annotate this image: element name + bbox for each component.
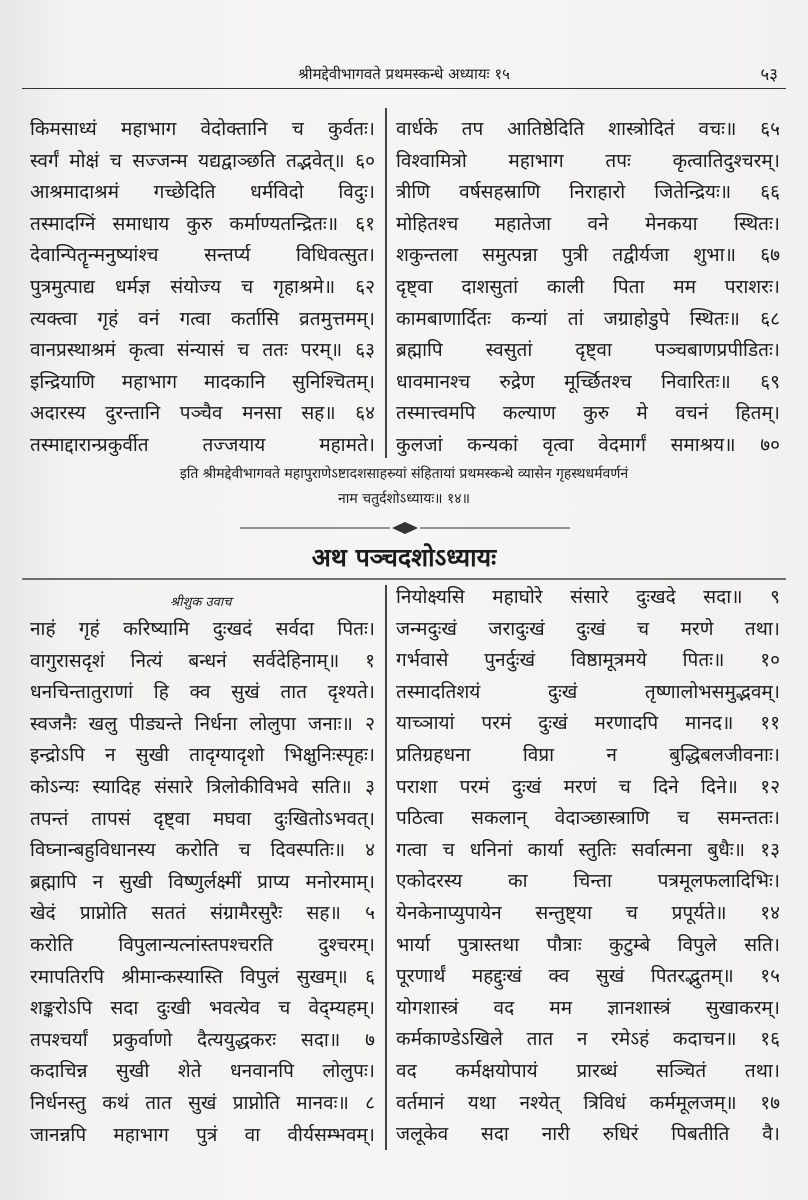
verse-line: वानप्रस्थाश्रमं कृत्वा संन्यासं च ततः परम्॥ ६३ <box>30 339 375 362</box>
verse-column-bottom-right <box>396 582 780 1151</box>
verse-line: मोहितश्च महातेजा वने मेनकया स्थितः। <box>396 212 780 235</box>
running-header <box>22 58 786 89</box>
verse-line: याच्ञायां परमं दुःखं मरणादपि मानद॥ ११ <box>396 712 780 735</box>
verse-line: कामबाणार्दितः कन्यां तां जग्राहोडुपे स्थितः॥ ६८ <box>396 307 780 330</box>
verse-line: त्यक्त्वा गृहं वनं गत्वा कर्तासि व्रतमुत्तमम्। <box>30 307 375 330</box>
verse-line: तस्मात्त्वमपि कल्याण कुरु मे वचनं हितम्। <box>396 402 780 425</box>
verse-column-top-right <box>396 114 780 462</box>
verse-line: तस्माद्दारान्प्रकुर्वीत तज्जयाय महामते। <box>30 433 375 456</box>
verse-line: जानन्नपि महाभाग पुत्रं वा वीर्यसम्भवम्। <box>30 1123 375 1146</box>
verse-line: जन्मदुःखं जरादुःखं दुःखं च मरणे तथा। <box>396 617 780 640</box>
verse-line: अदारस्य दुरन्तानि पञ्चैव मनसा सह॥ ६४ <box>30 402 375 425</box>
ornament-divider <box>240 521 570 535</box>
verse-line: रमापतिरपि श्रीमान्कस्यास्ति विपुलं सुखम्॥ ६ <box>30 965 375 988</box>
verse-line: जलूकेव सदा नारी रुधिरं पिबतीति वै। <box>396 1123 780 1146</box>
verse-line: विघ्नान्बहुविधानस्य करोति च दिवस्पतिः॥ ४ <box>30 839 375 862</box>
verse-column-bottom-left <box>30 614 375 1151</box>
verse-line: करोति विपुलान्यत्नांस्तपश्चरति दुश्चरम्। <box>30 933 375 956</box>
verse-line: तस्मादतिशयं दुःखं तृष्णालोभसमुद्भवम्। <box>396 680 780 703</box>
verse-line: निर्धनस्तु कथं तात सुखं प्राप्नोति मानवः॥ ८ <box>30 1091 375 1114</box>
verse-line: गर्भवासे पुनर्दुःखं विष्ठामूत्रमये पितः॥ १० <box>396 649 780 672</box>
verse-line: योगशास्त्रं वद मम ज्ञानशास्त्रं सुखाकरम्। <box>396 996 780 1019</box>
verse-line: गत्वा च धनिनां कार्या स्तुतिः सर्वात्मना बुधैः॥ १३ <box>396 838 780 861</box>
verse-line: नाहं गृहं करिष्यामि दुःखदं सर्वदा पितः। <box>30 618 375 640</box>
verse-line: वद कर्मक्षयोपायं प्रारब्धं सञ्चितं तथा। <box>396 1059 780 1082</box>
verse-line: देवान्पितॄन्मनुष्यांश्च सन्तर्प्य विधिवत्सुत। <box>30 244 375 267</box>
verse-line: धनचिन्तातुराणां हि क्व सुखं तात दृश्यते। <box>30 681 375 704</box>
verse-line: त्रीणि वर्षसहस्राणि निराहारो जितेन्द्रियः॥ ६६ <box>396 181 780 204</box>
verse-line: स्वर्गं मोक्षं च सज्जन्म यद्यद्वाञ्छति तद्भवेत्॥ ६० <box>30 149 375 172</box>
verse-line: पराशा परमं दुःखं मरणं च दिने दिने॥ १२ <box>396 775 780 798</box>
column-divider-top <box>385 108 387 458</box>
colophon-line-1: इति श्रीमद्देवीभागवते महापुराणेऽष्टादशसाहस्र्यां संहितायां प्रथमस्कन्धे व्यासेन गृहस्थधर्मवर्णनं <box>179 466 629 482</box>
verse-line: तपन्तं तापसं दृष्ट्वा मघवा दुःखितोऽभवत्। <box>30 807 375 830</box>
colophon-line-2: नाम चतुर्दशोऽध्यायः॥ १४॥ <box>338 491 470 507</box>
speaker-label: श्रीशुक उवाच <box>170 595 232 610</box>
verse-line: ब्रह्मापि स्वसुतां दृष्ट्वा पञ्चबाणप्रपीडितः। <box>396 339 780 362</box>
verse-line: नियोक्ष्यसि महाघोरे संसारे दुःखदे सदा॥ ९ <box>396 586 780 608</box>
verse-line: ब्रह्मापि न सुखी विष्णुर्लक्ष्मीं प्राप्य मनोरमाम्। <box>30 870 375 893</box>
verse-line: एकोदरस्य का चिन्ता पत्रमूलफलादिभिः। <box>396 870 780 893</box>
verse-line: स्वजनैः खलु पीड्यन्ते निर्धना लोलुपा जनाः॥ २ <box>30 712 375 735</box>
verse-line: इन्द्रोऽपि न सुखी तादृग्यादृशो भिक्षुनिःस्पृहः। <box>30 744 375 767</box>
verse-line: तपश्चर्यां प्रकुर्वाणो दैत्ययुद्धकरः सदा॥ ७ <box>30 1028 375 1051</box>
verse-line: आश्रमादाश्रमं गच्छेदिति धर्मविदो विदुः। <box>30 181 375 204</box>
verse-line: कर्मकाण्डेऽखिले तात न रमेऽहं कदाचन॥ १६ <box>396 1028 780 1051</box>
verse-line: शङ्करोऽपि सदा दुःखी भवत्येव च वेद्म्यहम्। <box>30 997 375 1020</box>
verse-line: वागुरासदृशं नित्यं बन्धनं सर्वदेहिनाम्॥ १ <box>30 649 375 672</box>
page-number: ५३ <box>760 65 778 85</box>
verse-line: दृष्ट्वा दाशसुतां काली पिता मम पराशरः। <box>396 275 780 298</box>
verse-column-top-left <box>30 114 375 462</box>
verse-line: पूरणार्थं महद्दुःखं क्व सुखं पितरद्भुतम्॥ १५ <box>396 965 780 988</box>
verse-line: तस्मादग्निं समाधाय कुरु कर्माण्यतन्द्रितः॥ ६१ <box>30 212 375 235</box>
verse-line: येनकेनाप्युपायेन सन्तुष्ट्या च प्रपूर्यते॥ १४ <box>396 901 780 924</box>
chapter-colophon <box>30 462 778 512</box>
column-divider-bottom <box>385 585 387 1150</box>
verse-line: भार्या पुत्रास्तथा पौत्राः कुटुम्बे विपुले सति। <box>396 933 780 956</box>
verse-line: वर्तमानं यथा नश्येत् त्रिविधं कर्ममूलजम्॥ १७ <box>396 1091 780 1114</box>
verse-line: कुलजां कन्यकां वृत्वा वेदमार्गं समाश्रय॥ ७० <box>396 433 780 456</box>
verse-line: धावमानश्च रुद्रेण मूर्च्छितश्च निवारितः॥ ६९ <box>396 370 780 393</box>
verse-line: पठित्वा सकलान् वेदाञ्छास्त्राणि च समन्ततः। <box>396 807 780 830</box>
verse-line: वार्धके तप आतिष्ठेदिति शास्त्रोदितं वचः॥ ६५ <box>396 118 780 140</box>
verse-line: कदाचिन्न सुखी शेते धनवानपि लोलुपः। <box>30 1060 375 1083</box>
verse-line: इन्द्रियाणि महाभाग मादकानि सुनिश्चितम्। <box>30 370 375 393</box>
chapter-title: अथ पञ्चदशोऽध्यायः <box>311 543 497 572</box>
verse-line: शकुन्तला समुत्पन्ना पुत्री तद्वीर्यजा शुभा॥ ६७ <box>396 244 780 267</box>
verse-line: खेदं प्राप्नोति सततं संग्रामैरसुरैः सह॥ ५ <box>30 902 375 925</box>
verse-line: किमसाध्यं महाभाग वेदोक्तानि च कुर्वतः। <box>30 118 375 140</box>
verse-line: पुत्रमुत्पाद्य धर्मज्ञ संयोज्य च गृहाश्रमे॥ ६२ <box>30 275 375 298</box>
section-rule <box>22 578 786 580</box>
verse-line: प्रतिग्रहधना विप्रा न बुद्धिबलजीवनाः। <box>396 743 780 766</box>
verse-line: कोऽन्यः स्यादिह संसारे त्रिलोकीविभवे सति॥ ३ <box>30 775 375 798</box>
verse-line: विश्वामित्रो महाभाग तपः कृत्वातिदुश्चरम्। <box>396 149 780 172</box>
header-title: श्रीमद्देवीभागवते प्रथमस्कन्धे अध्यायः १५ <box>298 65 510 83</box>
